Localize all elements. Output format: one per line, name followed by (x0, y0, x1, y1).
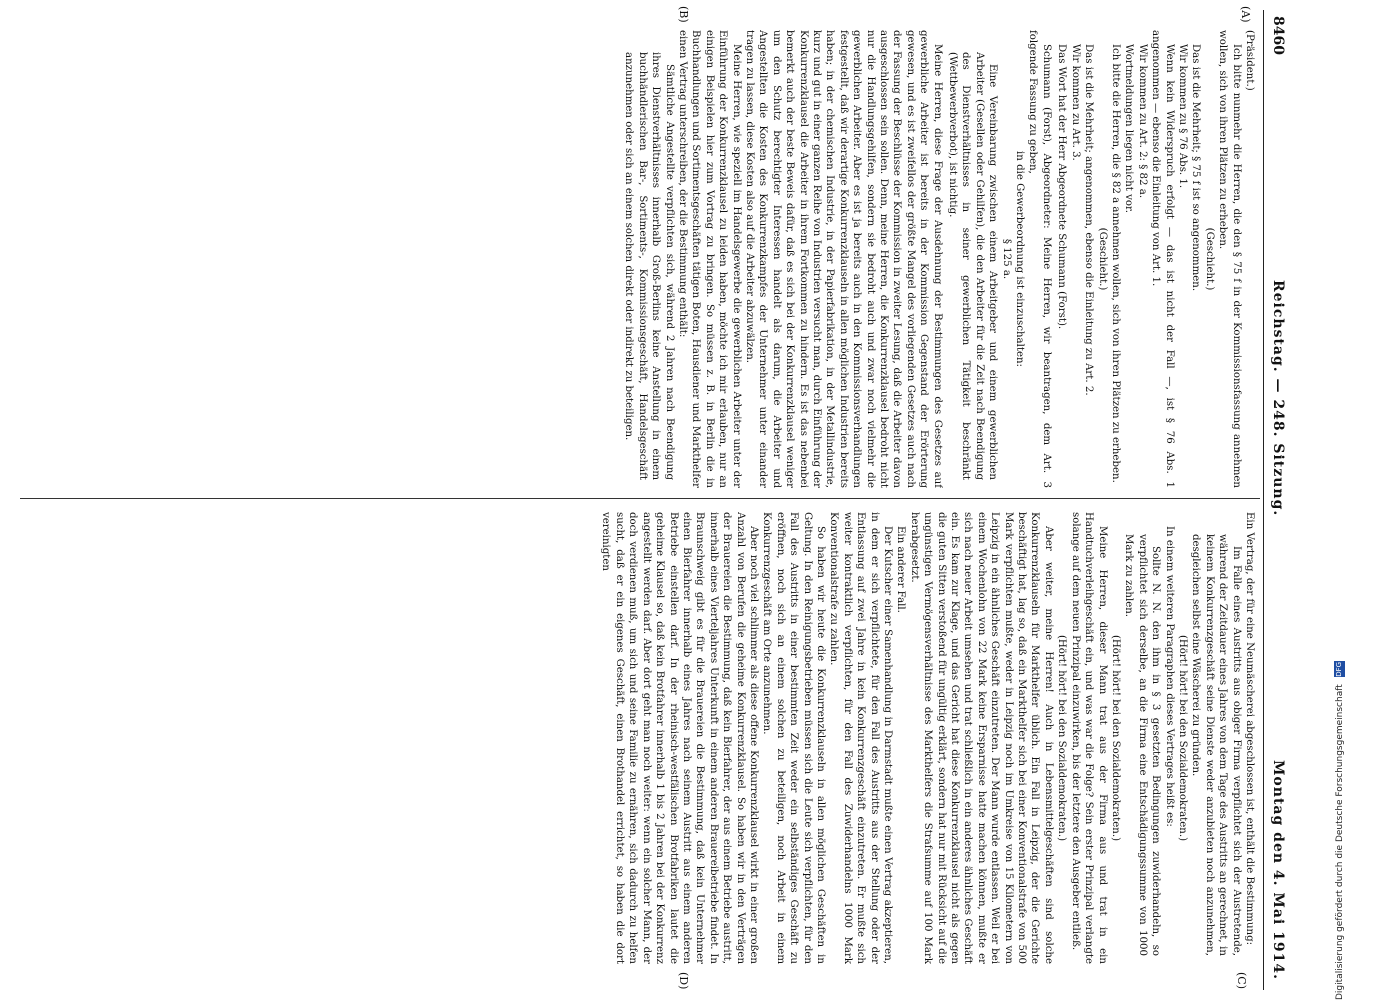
paragraph: Wortmeldungen liegen nicht vor. (1123, 44, 1135, 214)
interjection: (Geschieht.) (1203, 227, 1215, 291)
paragraph-quote-intro: in die Gewerbeordnung ist einzuschalten: (1014, 151, 1026, 367)
interjection: (Hört! hört! bei den Sozialdemokraten.) (1056, 634, 1068, 842)
paragraph: Wir kommen zu § 76 Abs. 1. (1176, 44, 1188, 189)
paragraph: Das Wort hat der Herr Abgeordnete Schumann (Forst). (1056, 44, 1068, 330)
paragraph: Aber noch viel schlimmer als diese offene Konkurrenzklausel wirkt in einer großen Anzahl von Berufen die geheime Konkurrenzklausel. So haben wir in den Verträgen der Brauereien die Bestimmung, daß kein Bierfahrer, der aus einem Betriebe austritt, innerhalb eines Vierteljahres Unterkunft in einem anderen Brauereibetriebe findet. In Braunschweig gibt es für die Brauereien die Bestimmung, daß kein Unternehmer einen Bierfahrer innerhalb eines Jahres nach seinem Austritt aus einem anderen Betriebe einstellen darf. In der rheinisch-westfälischen Brotfabriken lautet die geheime Klausel so, daß kein Brotfahrer innerhalb 1 bis 2 Jahren bei der Konkurrenz angestellt werden darf. Aber dort geht man noch weiter: wenn ein solcher Mann, der doch verdienen muß, um sich und seine Familie zu ernähren, sich dadurch zu helfen sucht, daß er ein eigenes Geschäft, einen Brothandel errichtet, so haben die dort vereinigten (600, 512, 759, 964)
left-column (20, 30, 1256, 488)
quoted-block: Sollte N. N. den ihm in § 3 gesetzten Bedingungen zuwiderhandeln, so verpflichtet sich derselbe, an die Firma eine Entschädigungssumme von 1000 Mark zu zahlen. (1123, 534, 1162, 956)
paragraph: Ich bitte nunmehr die Herren, die den § 75 f in der Kommissionsfassung annehmen wollen, sich von ihren Plätzen zu erheben. (1217, 30, 1242, 488)
margin-mark-b: (B) (677, 6, 690, 23)
interjection: (Hört! hört! bei den Sozialdemokraten.) (1176, 634, 1188, 842)
paragraph: Meine Herren, diese Frage der Ausdehnung der Bestimmungen des Gesetzes auf gewerbliche Arbeiter ist bereits in der Kommission Gegenstand der Erörterung gewesen, und es ist zweifellos der größte Mangel des vorliegenden Gesetzes auch nach der Fassung der Beschlüsse der Kommission in zweiter Lesung, daß die Arbeiter davon ausgeschlossen sein sollen. Denn, meine Herren, die Konkurrenzklausel bedroht nicht nur die Handlungsgehilfen, sondern sie bedroht auch und zwar noch vielmehr die gewerblichen Arbeiter. Aber es ist ja bereits auch in den Kommissionsverhandlungen festgestellt, daß wir derartige Konkurrenzklauseln in allen möglichen Industrien bereits haben; in der chemischen Industrie, in der Papierfabrikation, in der Metallindustrie, kurz und gut in einer ganzen Reihe von Industrien versucht man, durch Einführung der Konkurrenzklausel die Arbeiter in ihrem Fortkommen zu hindern. Es ist das nebenbei bemerkt auch der beste Beweis dafür, daß es sich bei der Konkurrenzklausel weniger um den Schutz berechtigter Interessen handelt als darum, die Arbeiter und Angestellten die Kosten des Konkurrenzkampfes der Unternehmer unter einander tragen zu lassen, diese Kosten also auf die Arbeiter abzuwälzen. (743, 30, 943, 488)
paragraph: Meine Herren, dieser Mann trat aus der Firma aus und trat in ein Handtuchverleihgeschäft ein, und was war die Folge? Sein erster Prinzipal verlangte solange auf dem neuen Prinzipal einzuwirken, bis der letztere den Ausgeber entließ. (1069, 512, 1108, 964)
margin-mark-a: (A) (1239, 6, 1252, 23)
header-rule (1263, 10, 1264, 990)
margin-mark-d: (D) (677, 972, 690, 990)
quoted-block: Sämtliche Angestellte verpflichten sich, während 2 Jahren nach Beendigung ihres Dienstverhältnisses innerhalb Groß-Berlins keine Anstellung in einem buchhändlerischen Bar-, Sortiments-, Kommissionsgeschäft, Handelsgeschäft anzunehmen oder sich an einem solchen direkt oder indirekt zu beteiligen. (623, 52, 675, 480)
paragraph: Das ist die Mehrheit; § 75 f ist so angenommen. (1190, 44, 1202, 292)
right-column (20, 512, 1256, 964)
quoted-block: Im Falle eines Austritts aus obiger Firma verpflichtet sich der Austretende, während der Zeitdauer eines Jahres von dem Tage des Austritts an gerechnet, in keinem Konkurrenzgeschäft seine Dienste weder anzubieten noch anzunehmen, desgleichen selbst eine Wäscherei zu gründen. (1190, 534, 1242, 956)
paragraph: Der Kutscher einer Samenhandlung in Darmstadt mußte einen Vertrag akzeptieren, in dem er sich verpflichtete, für den Fall des Austritts aus der Stellung oder der Entlassung auf zwei Jahre in kein Konkurrenzgeschäft einzutreten. Er mußte sich weiter kontraktlich verpflichten, für den Fall des Zuwiderhandelns 1000 Mark Konventionalstrafe zu zahlen. (828, 512, 894, 964)
session-title: Reichstag. — 248. Sitzung. (1270, 280, 1286, 517)
paragraph: Das ist die Mehrheit; angenommen, ebenso die Einleitung zu Art. 2. (1083, 44, 1095, 396)
paragraph: Ein Vertrag, der für eine Neumäscherei abgeschlossen ist, enthält die Bestimmung: (1244, 512, 1255, 946)
paragraph: Ich bitte die Herren, die § 82 a annehmen wollen, sich von ihren Plätzen zu erheben. (1109, 44, 1121, 483)
section-heading: § 125 a. (1000, 238, 1012, 280)
interjection: (Geschieht.) (1096, 227, 1108, 291)
paragraph: Wenn kein Widerspruch erfolgt — das ist nicht der Fall —, ist § 76 Abs. 1 angenommen — ebenso die Einleitung von Art. 1. (1150, 30, 1175, 488)
margin-mark-c: (C) (1235, 972, 1248, 989)
interjection: (Hört! hört! bei den Sozialdemokraten.) (1109, 634, 1121, 842)
page-header (1266, 10, 1288, 990)
dfg-logo-icon: DFG (1335, 661, 1343, 677)
quoted-block: Eine Vereinbarung zwischen einem Arbeitgeber und einem gewerblichen Arbeiter (Gesellen oder Gehilfen), die den Arbeiter für die Zeit nach Beendigung des Dienstverhältnisses in seiner gewerblichen Tätigkeit beschränkt (Wettbewerbverbot), ist nichtig. (947, 52, 999, 480)
paragraph: Ein anderer Fall. (895, 526, 907, 613)
paragraph: Wir kommen zu Art. 3. (1069, 44, 1081, 161)
page-number: 8460 (1270, 16, 1286, 55)
speaker-note: (Präsident.) (1244, 30, 1255, 91)
session-date: Montag den 4. Mai 1914. (1270, 759, 1286, 980)
paragraph: Meine Herren, wie speziell im Handelsgewerbe die gewerblichen Arbeiter unter der Einführung der Konkurrenzklausel zu leiden haben, möchte ich mir erlauben, nur an einigen Beispielen hier zum Vortrag zu bringen. So müssen z. B. in Berlin die in Buchhandlungen und Sortimentsgeschäften tätigen Boten, Hausdiener und Markthelfer einen Vertrag unterschreiben, der die Bestimmung enthält: (676, 30, 742, 488)
paragraph: Wir kommen zu Art. 2: § 82 a. (1136, 44, 1148, 199)
speaker-paragraph: Schumann (Forst), Abgeordneter: Meine Herren, wir beantragen, dem Art. 3 folgende Fassung zu geben, (1027, 30, 1052, 488)
paragraph: Aber weiter, meine Herren! Auch in Lebensmittelgeschäften sind solche Konkurrenzklauseln für Markthelfer üblich. Ein Fall in Leipzig, der die Gerichte beschäftigt hat, lag so, daß ein Markthelfer sich bei einer Konventionalstrafe von 500 Mark verpflichten mußte, weder in Leipzig noch im Umkreise von 15 Kilometern von Leipzig in ein ähnliches Geschäft einzutreten. Der Mann wurde entlassen. Weil er bei einem Wochenlohn von 22 Mark keine Ersparnisse hatte machen können, mußte er sich nach neuer Arbeit umsehen und trat schließlich in ein anderes ähnliches Geschäft ein. Es kam zur Klage, und das Gericht hat diese Konkurrenzklausel nicht als gegen die guten Sitten verstoßend für ungültig erklärt, sondern hat nur mit Rücksicht auf die ungünstigen Vermögensverhältnisse des Markthelfers die Strafsumme auf 100 Mark herabgesetzt. (908, 512, 1054, 964)
paragraph: So haben wir heute die Konkurrenzklauseln in allen möglichen Geschäften in Geltung. In den Reinigungsbetrieben müssen sich die Leute sich verpflichten, für den Fall des Austritts in einer bestimmten Zeit weder ein selbständiges Geschäft zu eröffnen, noch sich an einem solchen zu beteiligen, noch Arbeit in einem Konkurrenzgeschäft am Orte anzunehmen. (761, 512, 826, 964)
credit-text: Digitalisierung gefördert durch die Deutsche Forschungsgemeinschaft (1335, 684, 1345, 1000)
digitization-credit (1330, 0, 1350, 1000)
column-divider (20, 498, 1260, 499)
paragraph: In einem weiteren Paragraphen dieses Vertrages heißt es: (1163, 526, 1175, 827)
